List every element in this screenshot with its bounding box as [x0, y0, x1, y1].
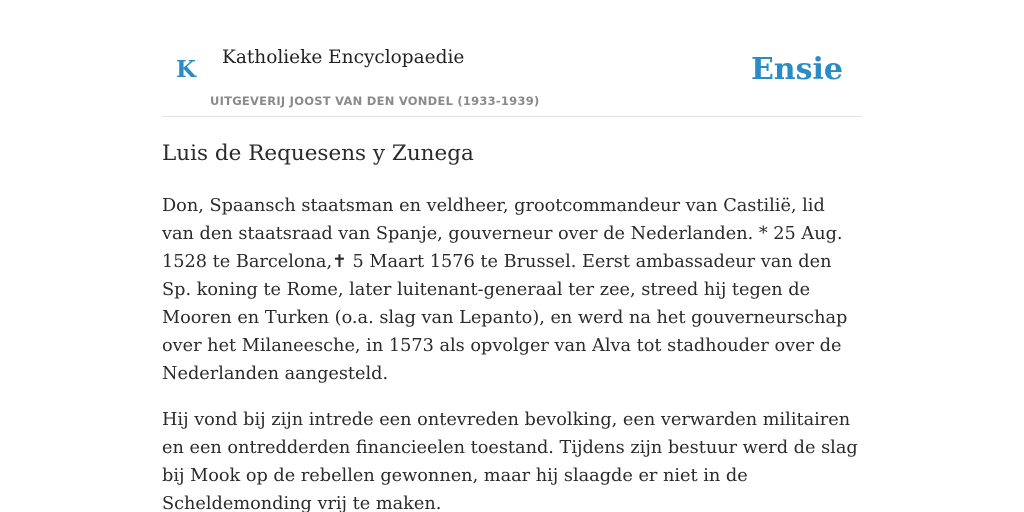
article-title: Luis de Requesens y Zunega [162, 141, 474, 166]
article-paragraph: Hij vond bij zijn intrede een ontevreden bevolking, een verwarden militairen en een ontredderden financieelen toestand. Tijdens zijn bestuur werd de slag bij Mook op de rebellen gewonnen, maar hij slaagde er niet in de Scheldemonding vrij te maken. [162, 410, 858, 512]
brand-logo[interactable]: Ensie [750, 52, 843, 87]
article-paragraph: Don, Spaansch staatsman en veldheer, grootcommandeur van Castilië, lid van den staatsraad van Spanje, gouverneur over de Nederlanden. * 25 Aug. 1528 te Barcelona,✝ 5 Maart 1576 te Brussel. Eerst ambassadeur van den Sp. koning te Rome, later luitenant-generaal ter zee, streed hij tegen de Mooren en Turken (o.a. slag van Lepanto), en werd na het gouverneurschap over het Milaneesche, in 1573 als opvolger van Alva tot stadhouder over de Nederlanden aangesteld. [162, 196, 848, 384]
logo-icon[interactable]: K [176, 56, 196, 83]
article-body [162, 192, 862, 512]
publisher-label: UITGEVERIJ JOOST VAN DEN VONDEL (1933-1939) [210, 94, 540, 108]
publication-title[interactable]: Katholieke Encyclopaedie [222, 47, 465, 68]
site-header [162, 36, 862, 117]
